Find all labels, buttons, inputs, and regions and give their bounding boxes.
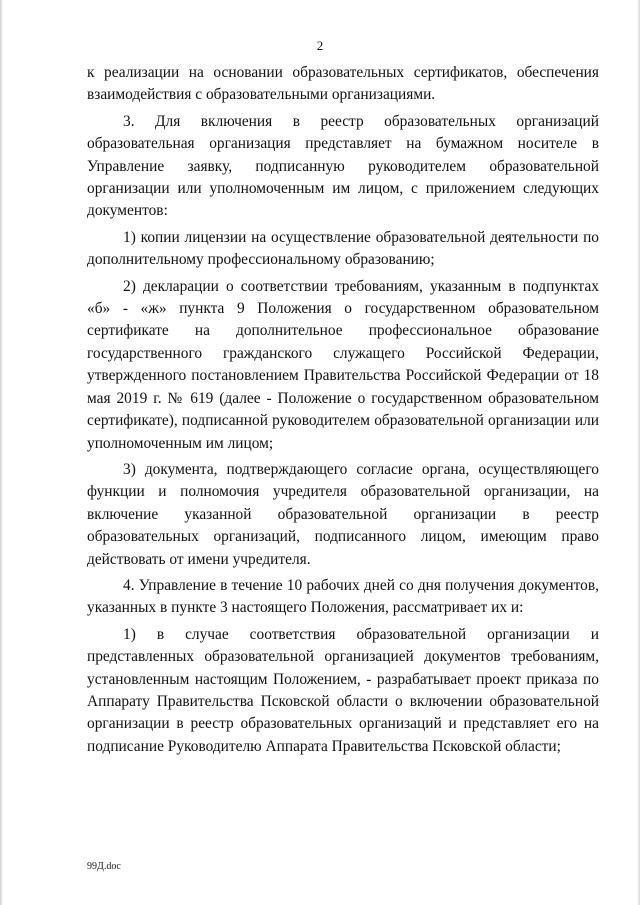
paragraph-7: 1) в случае соответствия образовательной организации и представленных образовательной организацией документов требованиям, установленным настоящим Положением, - разрабатывает проект приказа по Аппарату Правительства Псковской области о включении образовательной организации в реестр образовательных организаций и представляет его на подписание Руководителю Аппарата Правительства Псковской области;: [87, 625, 599, 755]
scan-edge-left: [0, 0, 3, 905]
paragraph-6: 4. Управление в течение 10 рабочих дней со дня получения документов, указанных в пункте 3 настоящего Положения, рассматривает их и:: [87, 576, 599, 617]
paragraph-5: 3) документа, подтверждающего согласие органа, осуществляющего функции и полномочия учредителя образовательной организации, на включение указанной образовательной организации в реестр образовательных организаций, подписанного лицом, имеющим право действовать от имени учредителя.: [87, 460, 599, 568]
paragraph-3: 1) копии лицензии на осуществление образовательной деятельности по дополнительному профессиональному образованию;: [87, 228, 599, 269]
paragraph-2: 3. Для включения в реестр образовательных организаций образовательная организация представляет на бумажном носителе в Управление заявку, подписанную руководителем образовательной организации или уполномоченным им лицом, с приложением следующих документов:: [87, 112, 599, 220]
paragraph-4: 2) декларации о соответствии требованиям, указанным в подпунктах «б» - «ж» пункта 9 Положения о государственном образовательном сертификате на дополнительное профессиональное образование государственного гражданского служащего Российской Федерации, утвержденного постановлением Правительства Российской Федерации от 18 мая 2019 г. № 619 (далее - Положение о государственном образовательном сертификате), подписанной руководителем образовательной организации или уполномоченным им лицом;: [87, 277, 599, 452]
page-number: 2: [316, 38, 324, 53]
footer-filename: 99Д.doc: [87, 861, 121, 872]
document-body: [87, 62, 599, 762]
paragraph-1: к реализации на основании образовательных сертификатов, обеспечения взаимодействия с образовательными организациями.: [87, 64, 599, 104]
